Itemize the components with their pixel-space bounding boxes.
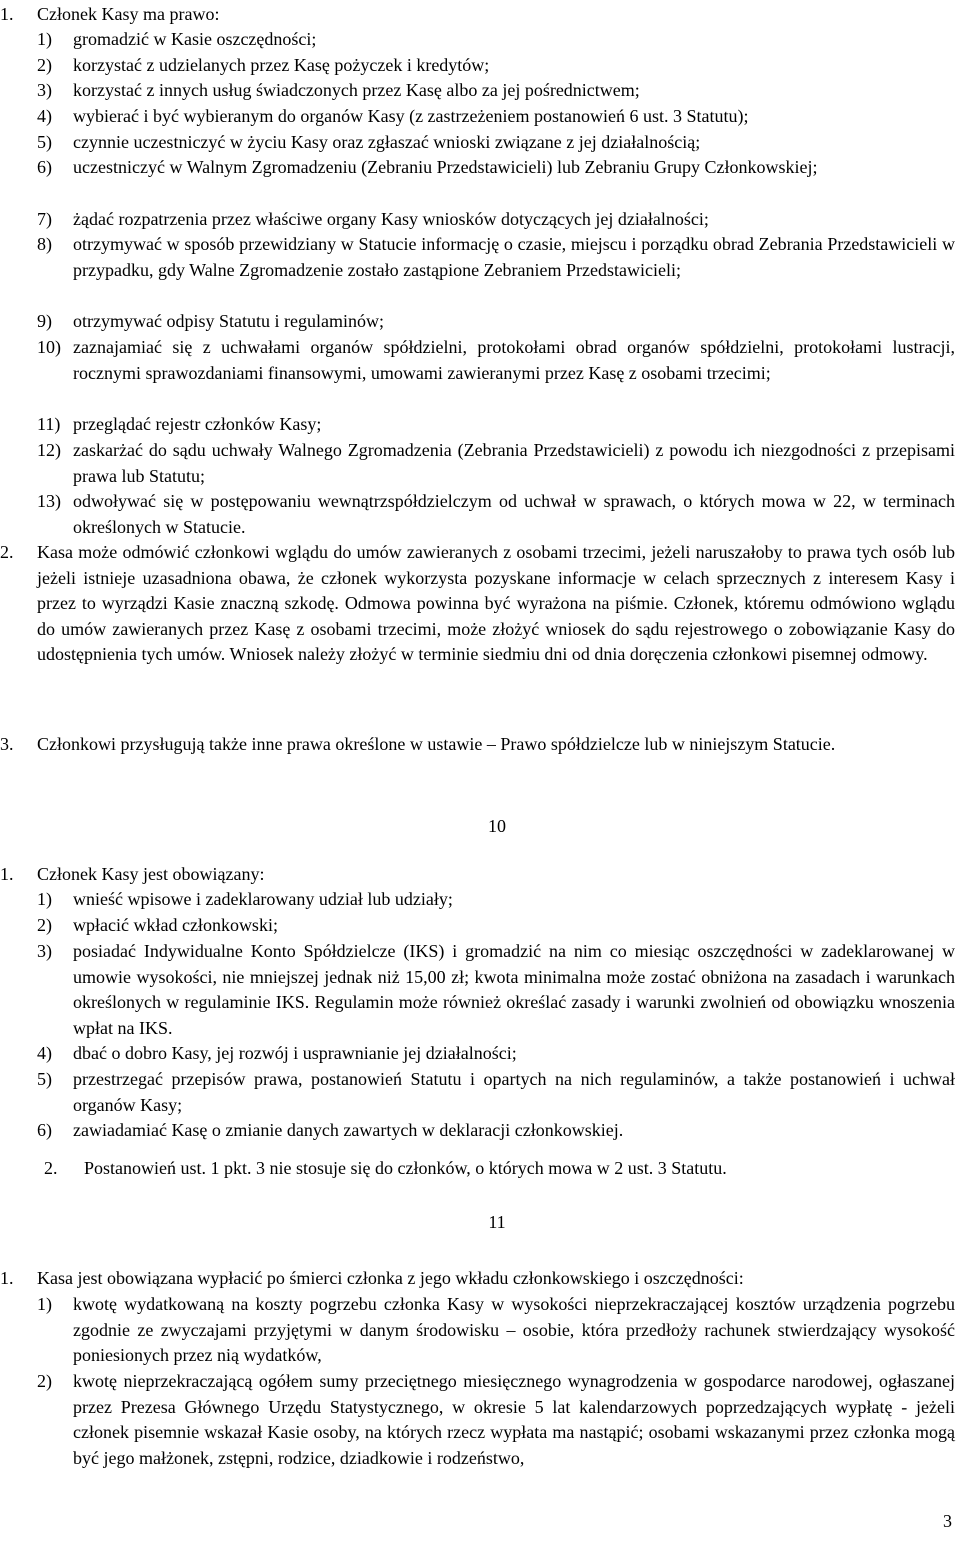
par9-ust3-text: Członkowi przysługują także inne prawa określone w ustawie – Prawo spółdzielcze lub w niniejszym Statucie. [37,734,836,754]
item-number: 7) [37,209,52,229]
page-number: 3 [943,1511,952,1531]
par9-ust2-number: 2. [0,542,14,562]
item-text: wybierać i być wybieranym do organów Kasy (z zastrzeżeniem postanowień 6 ust. 3 Statutu); [73,106,749,126]
item-text: czynnie uczestniczyć w życiu Kasy oraz zgłaszać wnioski związane z jej działalnością; [73,132,701,152]
list-item [37,489,955,540]
list-item [37,1118,955,1144]
item-number: 12) [37,440,61,460]
list-item [37,78,955,104]
item-text: dbać o dobro Kasy, jej rozwój i usprawnianie jej działalności; [73,1043,517,1063]
item-number: 6) [37,1120,52,1140]
list-item [37,335,955,386]
list-item [37,412,955,438]
item-text: otrzymywać odpisy Statutu i regulaminów; [73,311,384,331]
list-item [37,913,955,939]
par9-ust1-number: 1. [0,4,14,24]
item-text: gromadzić w Kasie oszczędności; [73,29,317,49]
item-number: 10) [37,337,61,357]
section-heading-11: 11 [488,1212,506,1232]
item-text: uczestniczyć w Walnym Zgromadzeniu (Zebraniu Przedstawicieli) lub Zebraniu Grupy Członkowskiej; [73,157,818,177]
par11-ust1-number: 1. [0,1268,14,1288]
list-item [37,1292,955,1369]
item-text: otrzymywać w sposób przewidziany w Statucie informację o czasie, miejscu i porządku obrad Zebrania Przedstawicieli w przypadku, gdy Walne Zgromadzenie zostało zastąpione Zebraniem Przedstawicieli; [73,234,955,280]
item-number: 13) [37,491,61,511]
item-text: przeglądać rejestr członków Kasy; [73,414,322,434]
item-number: 3) [37,941,52,961]
item-number: 8) [37,234,52,254]
item-number: 11) [37,414,61,434]
par9-ust3-number: 3. [0,734,14,754]
item-number: 1) [37,29,52,49]
list-item [37,207,955,233]
item-text: kwotę wydatkowaną na koszty pogrzebu członka Kasy w wysokości nieprzekraczającej kosztów urządzenia pogrzebu zgodnie ze zwyczajami przyjętymi w danym środowisku – osobie, która przedłoży rachunek stwierdzający wysokość poniesionych przez nią wydatków, [73,1294,955,1366]
item-text: korzystać z innych usług świadczonych przez Kasę albo za jej pośrednictwem; [73,80,640,100]
item-text: posiadać Indywidualne Konto Spółdzielcze (IKS) i gromadzić na nim co miesiąc oszczędności w zadeklarowanej w umowie wysokości, nie mniejszej jednak niż 15,00 zł; kwota minimalna może zostać obniżona na zasadach i warunkach określonych w regulaminie IKS. Regulamin może również określać zasady i warunki zwolnień od obowiązku wnoszenia wpłat na IKS. [73,941,955,1038]
item-text: zaznajamiać się z uchwałami organów spółdzielni, protokołami obrad organów spółdzielni, protokołami lustracji, rocznymi sprawozdaniami finansowymi, umowami zawieranymi przez Kasę z osobami trzecimi; [73,337,955,383]
list-item [37,155,955,181]
par11-ust1-intro: Kasa jest obowiązana wypłacić po śmierci członka z jego wkładu członkowskiego i oszczędności: [37,1268,744,1288]
list-item [37,1067,955,1118]
item-number: 1) [37,1294,52,1314]
item-text: korzystać z udzielanych przez Kasę pożyczek i kredytów; [73,55,490,75]
item-number: 3) [37,80,52,100]
list-item [37,104,955,130]
list-item [37,1041,955,1067]
list-item [37,939,955,1041]
par9-ust2-text: Kasa może odmówić członkowi wglądu do umów zawieranych z osobami trzecimi, jeżeli naruszałoby to prawa tych osób lub jeżeli istnieje uzasadniona obawa, że członek wykorzysta pozyskane informacje w celach sprzecznych z interesem Kasy i przez to wyrządzi Kasie znaczną szkodę. Odmowa powinna być wyrażona na piśmie. Członek, któremu odmówiono wglądu do umów zawieranych przez Kasę z osobami trzecimi, może złożyć wniosek do sądu rejestrowego o zobowiązanie Kasy do udostępnienia tych umów. Wniosek należy złożyć w terminie siedmiu dni od dnia doręczenia członkowi pisemnej odmowy. [37,542,955,665]
par10-ust1-intro: Członek Kasy jest obowiązany: [37,864,265,884]
item-number: 2) [37,915,52,935]
list-item [37,1369,955,1471]
item-number: 1) [37,889,52,909]
item-text: żądać rozpatrzenia przez właściwe organy Kasy wniosków dotyczących jej działalności; [73,209,709,229]
item-number: 6) [37,157,52,177]
par9-ust1-intro: Członek Kasy ma prawo: [37,4,220,24]
par10-ust2-text: Postanowień ust. 1 pkt. 3 nie stosuje się do członków, o których mowa w 2 ust. 3 Statutu. [84,1158,727,1178]
item-text: wnieść wpisowe i zadeklarowany udział lub udziały; [73,889,453,909]
item-text: zawiadamiać Kasę o zmianie danych zawartych w deklaracji członkowskiej. [73,1120,624,1140]
list-item [37,53,955,79]
item-number: 2) [37,1371,52,1391]
item-number: 5) [37,132,52,152]
list-item [37,232,955,283]
item-number: 9) [37,311,52,331]
item-text: wpłacić wkład członkowski; [73,915,278,935]
list-item [37,27,955,53]
section-heading-10: 10 [488,816,506,836]
list-item [37,309,955,335]
item-number: 4) [37,106,52,126]
list-item [37,130,955,156]
item-text: zaskarżać do sądu uchwały Walnego Zgromadzenia (Zebrania Przedstawicieli) z powodu ich niezgodności z przepisami prawa lub Statutu; [73,440,955,486]
item-number: 5) [37,1069,52,1089]
par10-ust2-number: 2. [44,1158,58,1178]
par10-ust1-number: 1. [0,864,14,884]
item-text: przestrzegać przepisów prawa, postanowień Statutu i opartych na nich regulaminów, a także postanowień i uchwał organów Kasy; [73,1069,955,1115]
list-item [37,887,955,913]
item-text: odwoływać się w postępowaniu wewnątrzspółdzielczym od uchwał w sprawach, o których mowa w 22, w terminach określonych w Statucie. [73,491,955,537]
item-text: kwotę nieprzekraczającą ogółem sumy przeciętnego miesięcznego wynagrodzenia w gospodarce narodowej, ogłaszanej przez Prezesa Głównego Urzędu Statystycznego, w okresie 5 lat kalendarzowych poprzedzających wypłatę - jeżeli członek pisemnie wskazał Kasie osoby, na których rzecz wypłata ma nastąpić; osobami wskazanymi przez członka mogą być jego małżonek, zstępni, rodzice, dziadkowie i rodzeństwo, [73,1371,955,1468]
list-item [37,438,955,489]
item-number: 4) [37,1043,52,1063]
item-number: 2) [37,55,52,75]
